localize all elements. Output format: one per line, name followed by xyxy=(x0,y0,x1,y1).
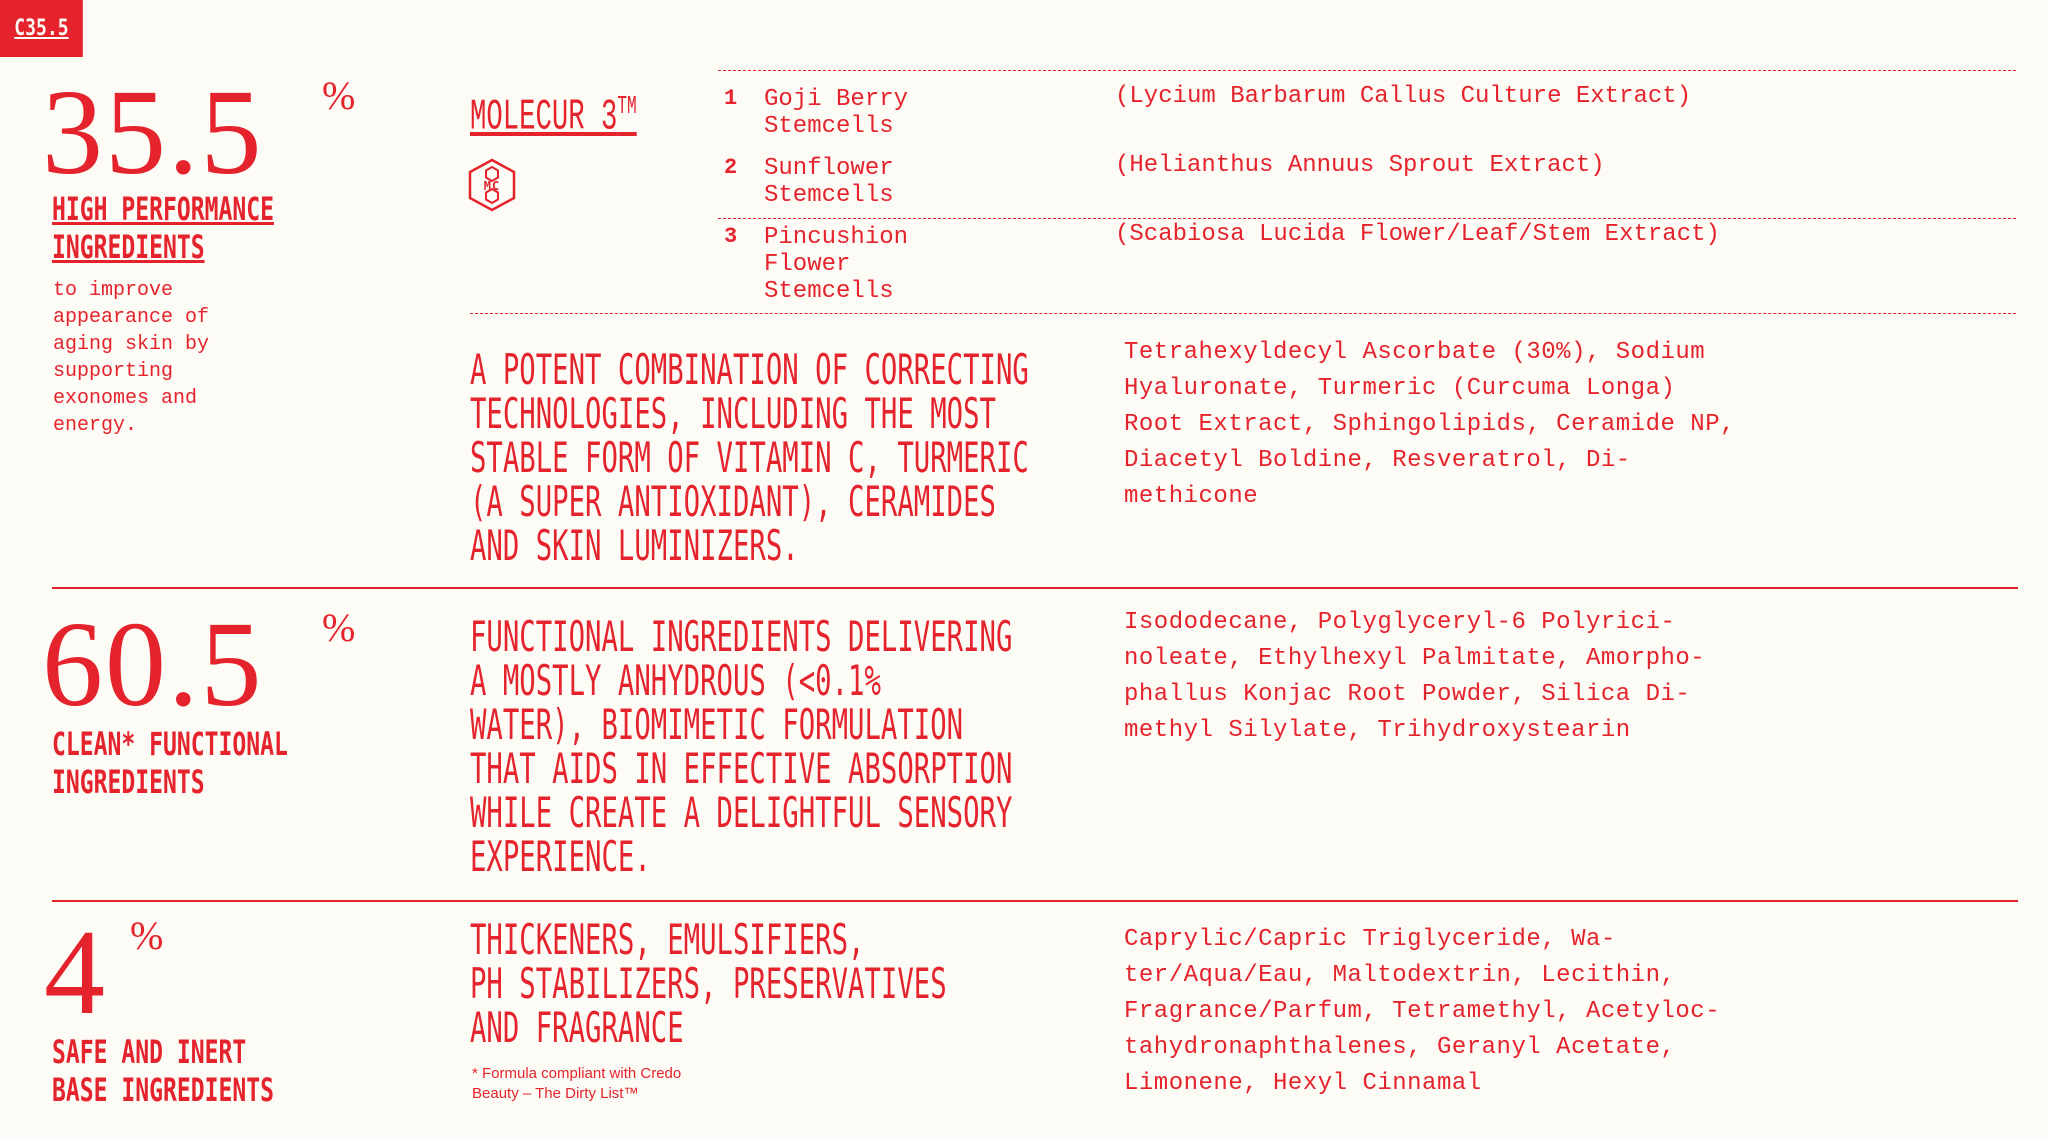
section-divider xyxy=(52,587,2018,589)
safe-base-label: SAFE AND INERT BASE INGREDIENTS xyxy=(52,1033,274,1109)
stemcell-number: 3 xyxy=(724,224,738,249)
stemcell-name: Goji Berry Stemcells xyxy=(764,86,909,140)
credo-footnote: * Formula compliant with Credo Beauty – The Dirty List™ xyxy=(472,1065,682,1102)
percent-sign: % xyxy=(130,913,164,958)
section-divider xyxy=(52,900,2018,902)
percent-sign: % xyxy=(322,605,356,650)
icon-letters: MC xyxy=(483,179,501,193)
hexagon-molecule-icon xyxy=(467,158,517,212)
percent-4: 4 xyxy=(44,905,107,1040)
clean-functional-ingredients: Isododecane, Polyglyceryl-6 Polyrici- noleate, Ethylhexyl Palmitate, Amorpho- phallus Konjac Root Powder, Silica Di- methyl Silylate, Trihydroxystearin xyxy=(1124,609,1706,744)
stemcell-number: 2 xyxy=(724,155,738,180)
stemcell-name: Sunflower Stemcells xyxy=(764,155,894,209)
stemcell-latin: (Scabiosa Lucida Flower/Leaf/Stem Extract) xyxy=(1115,221,1720,248)
safe-base-ingredients: Caprylic/Capric Triglyceride, Wa- ter/Aqua/Eau, Maltodextrin, Lecithin, Fragrance/Parfum, Tetramethyl, Acetyloc- tahydronaphthalenes, Geranyl Acetate, Limonene, Hexyl Cinnamal xyxy=(1124,926,1721,1097)
percent-35-5: 35.5 xyxy=(42,65,264,200)
high-performance-ingredients: Tetrahexyldecyl Ascorbate (30%), Sodium Hyaluronate, Turmeric (Curcuma Longa) Root Extract, Sphingolipids, Ceramide NP, Diacetyl Boldine, Resveratrol, Di- methicone xyxy=(1124,339,1735,510)
dashed-divider xyxy=(718,70,2016,71)
dashed-divider xyxy=(470,313,2016,314)
clean-functional-label: CLEAN* FUNCTIONAL INGREDIENTS xyxy=(52,725,288,801)
page-tag: C35.5 xyxy=(0,0,83,57)
safe-base-headline: THICKENERS, EMULSIFIERS, PH STABILIZERS, PRESERVATIVES AND FRAGRANCE xyxy=(470,915,947,1052)
stemcell-name: Pincushion Flower Stemcells xyxy=(764,224,909,305)
stemcell-latin: (Lycium Barbarum Callus Culture Extract) xyxy=(1115,83,1692,110)
stemcell-latin: (Helianthus Annuus Sprout Extract) xyxy=(1115,152,1605,179)
stemcell-number: 1 xyxy=(724,86,738,111)
high-performance-headline: A POTENT COMBINATION OF CORRECTING TECHNOLOGIES, INCLUDING THE MOST STABLE FORM OF VITAMIN C, TURMERIC (A SUPER ANTIOXIDANT), CERAMIDES AND SKIN LUMINIZERS. xyxy=(470,345,1029,570)
high-performance-description: to improve appearance of aging skin by supporting exonomes and energy. xyxy=(53,279,210,437)
molecur-brand: MOLECUR 3™ xyxy=(470,91,637,143)
percent-sign: % xyxy=(322,73,356,118)
clean-functional-headline: FUNCTIONAL INGREDIENTS DELIVERING A MOSTLY ANHYDROUS (<0.1% WATER), BIOMIMETIC FORMULATION THAT AIDS IN EFFECTIVE ABSORPTION WHILE CREATE A DELIGHTFUL SENSORY EXPERIENCE. xyxy=(470,612,1013,881)
dashed-divider xyxy=(718,218,2016,219)
percent-60-5: 60.5 xyxy=(42,597,264,732)
high-performance-label: HIGH PERFORMANCE INGREDIENTS xyxy=(52,190,274,266)
